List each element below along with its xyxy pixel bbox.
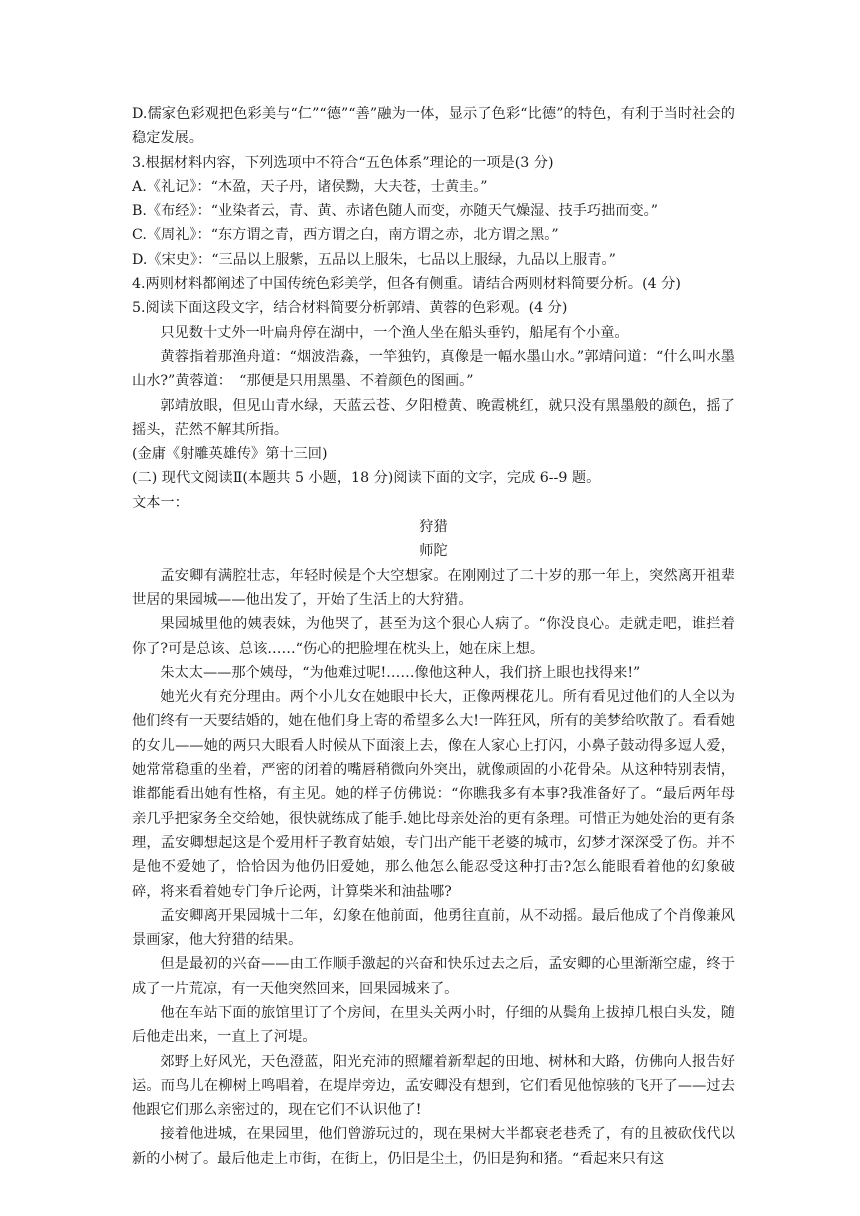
question-5: 5.阅读下面这段文字，结合材料简要分析郭靖、黄蓉的色彩观。(4 分)	[132, 300, 568, 317]
story-paragraph-8: 郊野上好风光，天色澄蓝，阳光充沛的照耀着新犁起的田地、树林和大路，仿佛向人报告好运。而鸟儿在柳树上鸣唱着，在堤岸旁边，孟安卿没有想到，它们看见他惊骇的飞开了——过去他跟它们那么亲密过的，现在它们不认识他了!	[132, 1053, 735, 1119]
story-paragraph-2: 果园城里他的姨表妹，为他哭了，甚至为这个狠心人病了。“你没良心。走就走吧，谁拦着你了?可是总该、总该……“伤心的把脸埋在枕头上，她在床上想。	[132, 616, 735, 657]
text-1-label: 文本一：	[132, 494, 189, 511]
story-paragraph-4: 她光火有充分理由。两个小儿女在她眼中长大，正像两棵花儿。所有看见过他们的人全以为他们终有一天要结婚的，她在他们身上寄的希望多么大!一阵狂风，所有的美梦给吹散了。看看她的女儿——她的两只大眼看人时候从下面滚上去，像在人家心上打闪，小鼻子鼓动得多逗人爱，她常常稳重的坐着，严密的闭着的嘴唇稍微向外突出，就像顽固的小花骨朵。从这种特别表情，谁都能看出她有性格，有主见。她的样子仿佛说：“你瞧我多有本事?我准备好了。“最后两年母亲几乎把家务全交给她，很快就练成了能手.她比母亲处治的更有条理。可惜正为她处治的更有条理，孟安卿想起这是个爱用杆子教育姑娘，专门出产能干老婆的城市，幻梦才深深受了伤。并不是他不爱她了，恰恰因为他仍旧爱她，那么他怎么能忍受这种打击?怎么能眼看着他的幻象破碎，将来看着她专门争斤论两，计算柴米和油盐哪?	[132, 689, 735, 900]
story-paragraph-9: 接着他进城，在果园里，他们曾游玩过的，现在果树大半都衰老巷秃了，有的且被砍伐代以新的小树了。最后他走上市街，在街上，仍旧是尘土，仍旧是狗和猪。“看起来只有这	[132, 1126, 735, 1167]
option-d-confucian: D.儒家色彩观把色彩美与“仁”“德”“善”融为一体，显示了色彩“比德”的特色，有利于当时社会的稳定发展。	[132, 106, 735, 147]
story-title: 狩猎	[419, 519, 448, 536]
question-5-source: (金庸《射雕英雄传》第十三回)	[132, 446, 328, 463]
question-3: 3.根据材料内容，下列选项中不符合“五色体系”理论的一项是(3 分)	[132, 154, 554, 171]
story-paragraph-3: 朱太太——那个姨母，“为他难过呢!……像他这种人，我们挤上眼也找得来!”	[160, 664, 641, 681]
story-paragraph-6: 但是最初的兴奋——由工作顺手激起的兴奋和快乐过去之后，孟安卿的心里渐渐空虚，终于成了一片荒凉，有一天他突然回来，回果园城来了。	[132, 956, 735, 997]
question-3-option-d: D.《宋史》：“三品以上服紫，五品以上服朱，七品以上服绿，九品以上服青。”	[132, 251, 616, 268]
story-paragraph-5: 孟安卿离开果园城十二年，幻象在他前面，他勇往直前，从不动摇。最后他成了个肖像兼风景画家，他大狩猎的结果。	[132, 907, 735, 949]
question-5-passage-2: 黄蓉指着那渔舟道：“烟波浩淼，一竿独钓，真像是一幅水墨山水。”郭靖问道：“什么叫水墨山水?”黄蓉道： “那便是只用黑墨、不着颜色的图画。”	[132, 348, 735, 390]
question-3-option-a: A.《礼记》：“木盈，天子丹，诸侯黝，大夫苍，士黄圭。”	[132, 178, 488, 195]
question-3-option-c: C.《周礼》：“东方谓之青，西方谓之白，南方谓之赤，北方谓之黑。”	[132, 227, 559, 244]
question-4: 4.两则材料都阐述了中国传统色彩美学，但各有侧重。请结合两则材料简要分析。(4 分)	[132, 276, 681, 293]
story-author: 师陀	[419, 543, 448, 560]
question-5-passage-1: 只见数十丈外一叶扁舟停在湖中，一个渔人坐在船头垂钓，船尾有个小童。	[160, 324, 629, 341]
story-paragraph-7: 他在车站下面的旅馆里订了个房间，在里头关两小时，仔细的从鬓角上拔掉几根白头发，随后他走出来，一直上了河堤。	[132, 1004, 735, 1046]
question-5-passage-3: 郭靖放眼，但见山青水绿，天蓝云苍、夕阳橙黄、晚霞桃红，就只没有黑墨般的颜色，摇了摇头，茫然不解其所指。	[132, 397, 735, 438]
story-paragraph-1: 孟安卿有满腔壮志，年轻时候是个大空想家。在刚刚过了二十岁的那一年上，突然离开祖辈世居的果园城——他出发了，开始了生活上的大狩猎。	[132, 567, 735, 608]
question-3-option-b: B.《布经》：“业染者云，青、黄、赤诸色随人而变，亦随天气燥湿、技手巧拙而变。”	[132, 203, 658, 220]
section-2-heading: (二) 现代文阅读Ⅱ(本题共 5 小题，18 分)阅读下面的文字，完成 6--9 题。	[132, 470, 601, 487]
